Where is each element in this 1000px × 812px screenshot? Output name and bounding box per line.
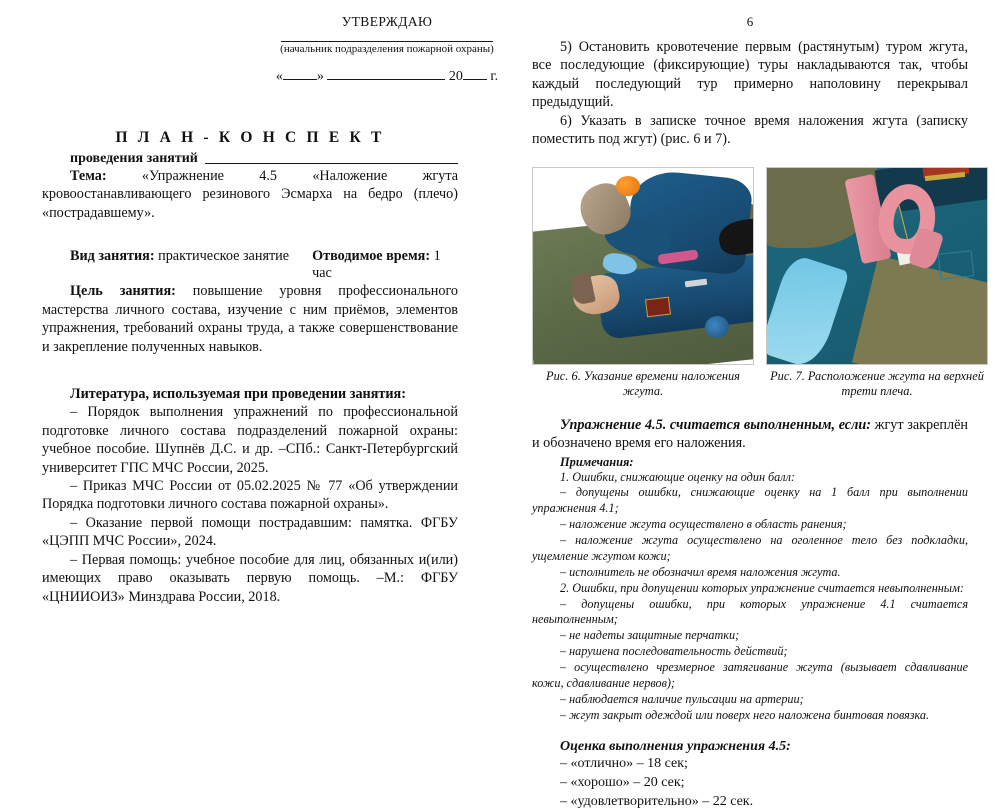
note-item: – исполнитель не обозначил время наложения жгута. <box>560 564 841 579</box>
approval-title: УТВЕРЖДАЮ <box>341 14 433 29</box>
lesson-type-label: Вид занятия: <box>70 248 155 265</box>
lesson-type-cell <box>70 248 312 282</box>
notes-heading: Примечания: <box>560 454 634 469</box>
goal-text: повышение уровня профессионального мастерства личного состава, изучение с ним приёмов, элементов упражнения, требований охраны труда, а также совершенствование и закрепление полученных навыков. <box>42 283 459 355</box>
score-item: – «удовлетворительно» – 22 сек. <box>560 793 754 809</box>
notes-group-1-heading: 1. Ошибки, снижающие оценку на один балл: <box>560 469 795 484</box>
literature-item: – Первая помощь: учебное пособие для лиц, обязанных и(или) имеющих право оказывать первую помощь. –М.: ФГБУ «ЦНИИОИЗ» Минздрава России, 2018. <box>42 551 458 605</box>
uniform-pocket-shape <box>938 250 975 279</box>
right-page-column <box>500 0 1000 809</box>
document-subtitle-row <box>42 151 458 167</box>
approval-block <box>257 14 517 85</box>
uniform-patch-shape <box>645 296 671 317</box>
note-item: – не надеты защитные перчатки; <box>560 628 740 643</box>
step-paragraph: 6) Указать в записке точное время наложения жгута (записку поместить под жгут) (рис. 6 и 7). <box>532 112 968 148</box>
note-item: – осуществлено чрезмерное затягивание жгута (вызывает сдавливание кожи, сдавливание нервов); <box>532 659 968 690</box>
signature-caption: (начальник подразделения пожарной охраны) <box>280 43 494 55</box>
figure-7-photo <box>766 167 988 365</box>
topic-label: Тема: <box>70 168 107 184</box>
allotted-time-label: Отводимое время: <box>312 248 431 265</box>
literature-item: – Приказ МЧС России от 05.02.2025 № 77 «Об утверждении Порядка подготовки личного состава пожарной охраны». <box>42 477 458 513</box>
allotted-time-value: 1 час <box>312 248 441 282</box>
figures-row <box>532 167 984 400</box>
completion-paragraph <box>532 416 968 453</box>
note-item: – наблюдается наличие пульсации на артерии; <box>560 691 804 706</box>
page-number: 6 <box>746 14 754 29</box>
lesson-type-value: практическое занятие <box>158 248 290 265</box>
figure-6-photo <box>532 167 754 365</box>
date-open-quote: « <box>275 69 283 84</box>
literature-item: – Оказание первой помощи пострадавшим: памятка. ФГБУ «ЦЭПП МЧС России», 2024. <box>42 514 458 550</box>
note-item: – жгут закрыт одеждой или поверх него наложена бинтовая повязка. <box>560 707 930 722</box>
document-subtitle: проведения занятий <box>70 151 198 166</box>
year-blank <box>463 79 487 80</box>
allotted-time-cell <box>312 248 458 282</box>
signature-rule <box>281 41 493 42</box>
year-prefix: 20 <box>448 69 463 84</box>
figure-6 <box>532 167 754 400</box>
score-item: – «отлично» – 18 сек; <box>560 756 688 772</box>
note-item: – нарушена последовательность действий; <box>560 644 788 659</box>
literature-item: – Порядок выполнения упражнений по профессиональной подготовке личного состава подразделений пожарной охраны: учебное пособие. Шупнёв Д.С. и др. –СПб.: Санкт-Петербургский университет ГПС МЧС России, 2025. <box>42 404 458 476</box>
note-item: – наложение жгута осуществлено в область ранения; <box>560 517 847 532</box>
figure-7-caption: Рис. 7. Расположение жгута на верхней трети плеча. <box>770 368 984 399</box>
day-blank <box>283 79 317 80</box>
score-heading: Оценка выполнения упражнения 4.5: <box>560 739 791 755</box>
year-suffix: г. <box>490 69 499 84</box>
figure-6-caption: Рис. 6. Указание времени наложения жгута. <box>546 368 740 399</box>
date-line <box>257 69 517 85</box>
topic-paragraph <box>42 167 458 222</box>
date-close-quote: » <box>316 69 324 84</box>
note-item: – наложение жгута осуществлено на оголенное тело без подкладки, ущемление жгутом кожи; <box>532 533 968 563</box>
notes-group-2-heading: 2. Ошибки, при допущении которых упражнение считается невыполненным: <box>560 580 964 595</box>
goal-label: Цель занятия: <box>70 283 176 300</box>
rescuer-hair-bun-shape <box>616 176 640 196</box>
completion-block <box>532 416 968 724</box>
document-title: П Л А Н - К О Н С П Е К Т <box>115 129 385 146</box>
note-item: – допущены ошибки, при которых упражнение 4.1 считается невыполненным; <box>532 596 968 627</box>
note-item: – допущены ошибки, снижающие оценку на 1 балл при выполнении упражнения 4.1; <box>532 485 968 516</box>
month-blank <box>327 79 445 80</box>
figure-7 <box>766 167 988 400</box>
goal-paragraph <box>42 282 458 356</box>
step-paragraph: 5) Остановить кровотечение первым (растянутым) туром жгута, все последующие (фиксирующие) туры накладываются так, чтобы каждый последующий тур примерно наполовину перекрывал предыдущий. <box>532 39 968 111</box>
literature-heading: Литература, используемая при проведении занятия: <box>70 386 406 403</box>
completion-label: Упражнение 4.5. считается выполненным, если: <box>560 416 871 433</box>
score-item: – «хорошо» – 20 сек; <box>560 775 685 791</box>
topic-text: «Упражнение 4.5 «Наложение жгута кровоостанавливающего резинового Эсмарха на бедро (плечо) «пострадавшему». <box>42 168 458 221</box>
completion-text: жгут закреплён и обозначено время его наложения. <box>532 416 968 452</box>
left-page-column <box>0 0 500 711</box>
subtitle-blank-line <box>205 163 458 164</box>
lesson-meta-row <box>42 248 458 282</box>
